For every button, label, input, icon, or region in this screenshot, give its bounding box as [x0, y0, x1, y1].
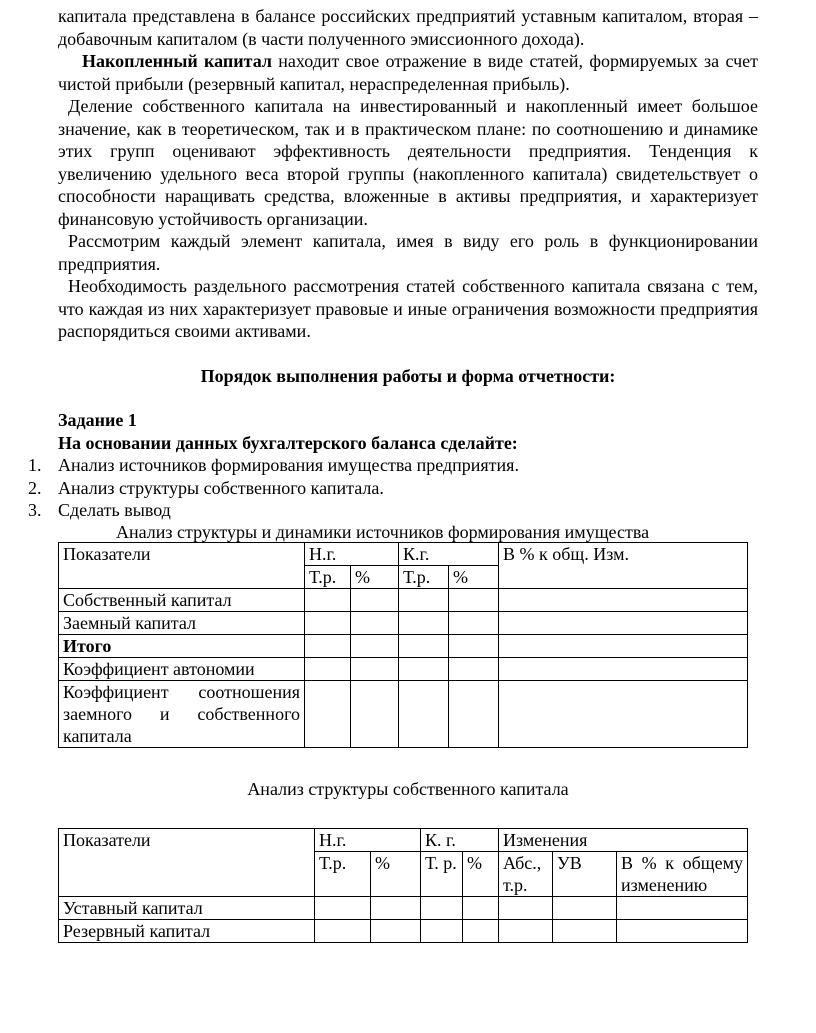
empty-cell — [499, 634, 748, 657]
header-pct-change: В % к общ. Изм. — [499, 542, 748, 588]
header-pct: % — [463, 852, 499, 897]
empty-cell — [463, 897, 499, 920]
header-tr: Т.р. — [305, 565, 351, 588]
header-start-year: Н.г. — [315, 829, 421, 852]
empty-cell — [305, 588, 351, 611]
table-header-row — [59, 542, 748, 565]
empty-cell — [499, 611, 748, 634]
list-item — [28, 477, 758, 500]
row-label: Собственный капитал — [59, 588, 305, 611]
empty-cell — [399, 657, 449, 680]
row-label: Заемный капитал — [59, 611, 305, 634]
empty-cell — [351, 657, 399, 680]
document-page — [28, 5, 758, 943]
empty-cell — [305, 657, 351, 680]
header-pct: % — [371, 852, 421, 897]
list-number: 2. — [28, 477, 42, 498]
task-subtitle: На основании данных бухгалтерского баланса сделайте: — [58, 432, 518, 453]
list-item — [28, 499, 758, 522]
header-changes: Изменения — [499, 829, 748, 852]
empty-cell — [499, 657, 748, 680]
empty-cell — [351, 634, 399, 657]
table-header-row — [59, 829, 748, 852]
empty-cell — [449, 657, 499, 680]
empty-cell — [315, 920, 371, 943]
header-end-year: К. г. — [421, 829, 499, 852]
task-list — [28, 454, 758, 522]
header-pct: % — [449, 565, 499, 588]
table-row — [59, 611, 748, 634]
empty-cell — [449, 634, 499, 657]
header-tr: Т.р. — [315, 852, 371, 897]
empty-cell — [315, 897, 371, 920]
empty-cell — [399, 680, 449, 747]
table-row — [59, 680, 748, 747]
empty-cell — [351, 611, 399, 634]
table-row — [59, 897, 748, 920]
empty-cell — [371, 920, 421, 943]
list-text: Сделать вывод — [58, 500, 171, 520]
header-tr: Т. р. — [421, 852, 463, 897]
empty-cell — [449, 611, 499, 634]
list-text: Анализ источников формирования имущества предприятия. — [58, 455, 519, 475]
header-uv: УВ — [553, 852, 617, 897]
paragraph-consider: Рассмотрим каждый элемент капитала, имея в виду его роль в функционировании предприятия. — [58, 231, 758, 274]
empty-cell — [499, 588, 748, 611]
empty-cell — [617, 920, 748, 943]
header-indicators: Показатели — [59, 542, 305, 588]
empty-cell — [553, 920, 617, 943]
table-row — [59, 588, 748, 611]
header-abs: Абс., т.р. — [499, 852, 553, 897]
row-label: Резервный капитал — [59, 920, 315, 943]
empty-cell — [499, 920, 553, 943]
row-label: Коэффициент автономии — [59, 657, 305, 680]
table-sources-structure — [58, 542, 748, 748]
empty-cell — [371, 897, 421, 920]
empty-cell — [463, 920, 499, 943]
list-number: 3. — [28, 500, 42, 520]
paragraph-accumulated — [58, 50, 758, 95]
empty-cell — [421, 920, 463, 943]
empty-cell — [305, 611, 351, 634]
paragraph-necessity: Необходимость раздельного рассмотрения статей собственного капитала связана с тем, что каждая из них характеризует правовые и иные ограничения возможности предприятия распорядиться своими активами. — [58, 276, 758, 341]
header-share: В % к общему изменению — [617, 852, 748, 897]
table-row — [59, 657, 748, 680]
empty-cell — [399, 588, 449, 611]
paragraph-intro: капитала представлена в балансе российских предприятий уставным капиталом, вторая – добавочным капиталом (в части полученного эмиссионного дохода). — [58, 6, 758, 49]
row-label: Коэффициент соотношения заемного и собственного капитала — [59, 680, 305, 747]
row-label: Уставный капитал — [59, 897, 315, 920]
empty-cell — [305, 680, 351, 747]
table1-caption: Анализ структуры и динамики источников формирования имущества — [116, 521, 650, 542]
empty-cell — [351, 588, 399, 611]
empty-cell — [399, 611, 449, 634]
header-indicators: Показатели — [59, 829, 315, 897]
task-title: Задание 1 — [58, 410, 137, 430]
empty-cell — [449, 680, 499, 747]
section-heading: Порядок выполнения работы и форма отчетности: — [200, 365, 616, 386]
header-end-year: К.г. — [399, 542, 499, 565]
empty-cell — [499, 897, 553, 920]
row-label-total: Итого — [59, 634, 305, 657]
header-start-year: Н.г. — [305, 542, 399, 565]
list-item — [28, 454, 758, 477]
empty-cell — [449, 588, 499, 611]
table-row — [59, 920, 748, 943]
list-number: 1. — [28, 455, 42, 475]
header-tr: Т.р. — [399, 565, 449, 588]
empty-cell — [399, 634, 449, 657]
empty-cell — [421, 897, 463, 920]
header-pct: % — [351, 565, 399, 588]
table-equity-structure — [58, 828, 748, 943]
empty-cell — [351, 680, 399, 747]
paragraph-division: Деление собственного капитала на инвестированный и накопленный имеет большое значение, как в теоретическом, так и в практическом плане: по соотношению и динамике этих групп оценивают эффективность деятельности предприятия. Тенденция к увеличению удельного веса второй группы (накопленного капитала) свидетельствует о способности наращивать средства, вложенные в активы предприятия, и характеризует финансовую устойчивость организации. — [58, 96, 758, 229]
empty-cell — [499, 680, 748, 747]
list-text: Анализ структуры собственного капитала. — [58, 477, 384, 498]
term-accumulated: Накопленный капитал — [82, 51, 272, 71]
table2-caption: Анализ структуры собственного капитала — [247, 778, 569, 799]
accumulated-text: находит свое отражение в виде статей, формируемых за счет чистой прибыли (резервный капитал, нераспределенная прибыль). — [58, 51, 758, 94]
empty-cell — [617, 897, 748, 920]
table-row — [59, 634, 748, 657]
empty-cell — [305, 634, 351, 657]
empty-cell — [553, 897, 617, 920]
